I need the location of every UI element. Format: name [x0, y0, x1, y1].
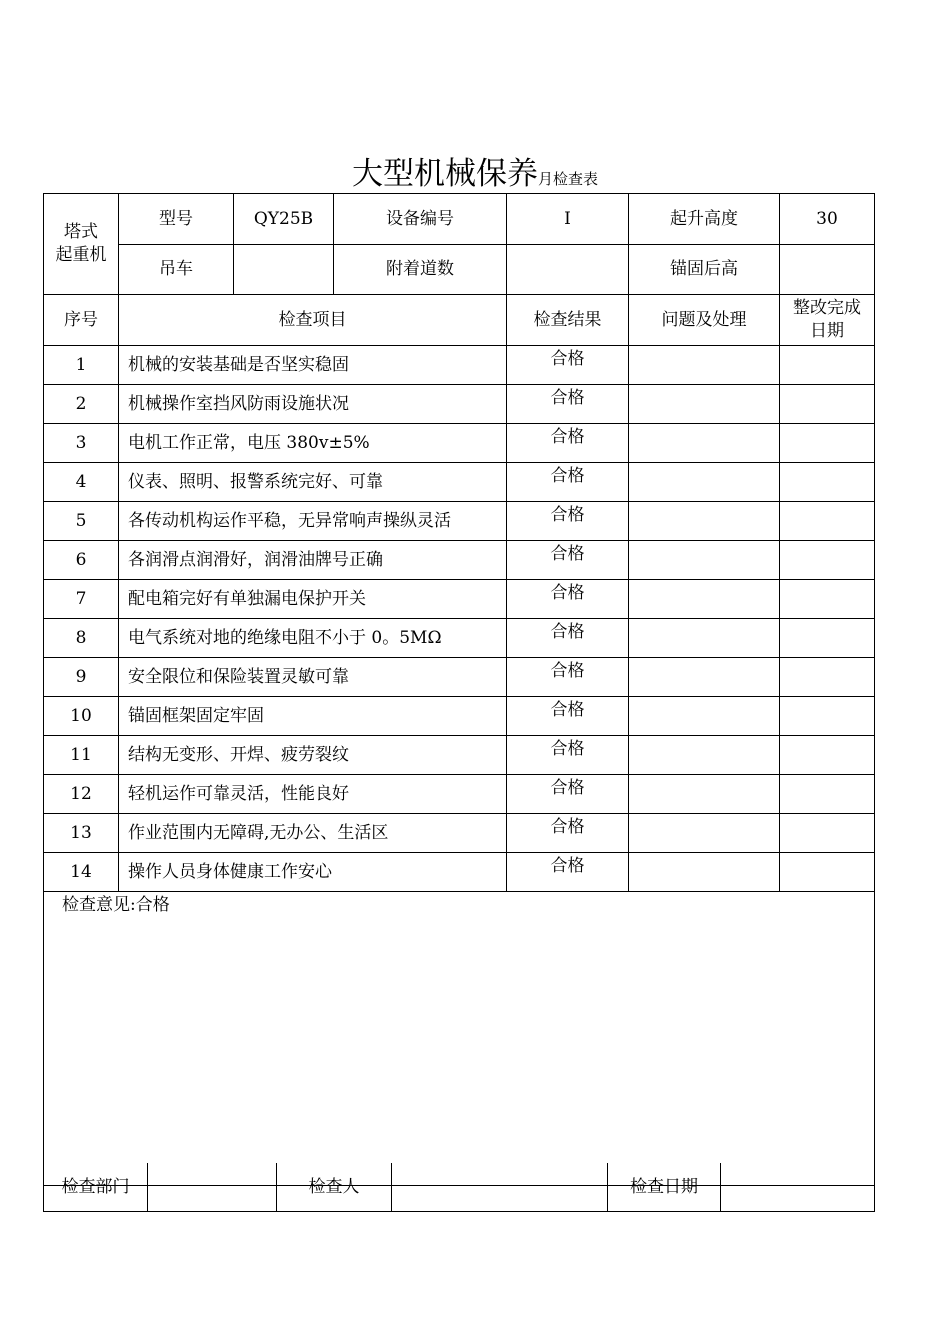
model-label: 型号 [119, 194, 234, 245]
model-value: QY25B [234, 194, 334, 245]
row-result: 合格 [507, 463, 629, 502]
table-row [44, 424, 875, 463]
row-item: 仪表、照明、报警系统完好、可靠 [119, 463, 507, 502]
row-rectify-date [780, 424, 875, 463]
row-rectify-date [780, 658, 875, 697]
row-item: 配电箱完好有单独漏电保护开关 [119, 580, 507, 619]
col-item: 检查项目 [119, 295, 507, 346]
device-no-value: I [507, 194, 629, 245]
row-item: 机械操作室挡风防雨设施状况 [119, 385, 507, 424]
attach-label: 附着道数 [334, 245, 507, 295]
row-no: 3 [44, 424, 119, 463]
row-no: 11 [44, 736, 119, 775]
row-issue [629, 619, 780, 658]
row-rectify-date [780, 853, 875, 892]
row-rectify-date [780, 619, 875, 658]
row-rectify-date [780, 463, 875, 502]
row-result: 合格 [507, 853, 629, 892]
row-item: 各传动机构运作平稳，无异常响声操纵灵活 [119, 502, 507, 541]
table-row [44, 463, 875, 502]
col-issue: 问题及处理 [629, 295, 780, 346]
row-item: 作业范围内无障碍,无办公、生活区 [119, 814, 507, 853]
row-no: 1 [44, 346, 119, 385]
inspector-label: 检查人 [277, 1163, 392, 1212]
row-no: 9 [44, 658, 119, 697]
attach-value [507, 245, 629, 295]
title-sub: 月检查表 [537, 170, 598, 188]
row-no: 7 [44, 580, 119, 619]
col-no: 序号 [44, 295, 119, 346]
row-item: 电气系统对地的绝缘电阻不小于 0。5MΩ [119, 619, 507, 658]
col-result: 检查结果 [507, 295, 629, 346]
row-item: 结构无变形、开焊、疲劳裂纹 [119, 736, 507, 775]
row-result: 合格 [507, 814, 629, 853]
row-no: 6 [44, 541, 119, 580]
row-rectify-date [780, 502, 875, 541]
row-result: 合格 [507, 697, 629, 736]
row-issue [629, 853, 780, 892]
category-cell: 塔式 起重机 [44, 194, 119, 295]
row-issue [629, 541, 780, 580]
row-item: 轻机运作可靠灵活，性能良好 [119, 775, 507, 814]
row-rectify-date [780, 580, 875, 619]
dept-value [148, 1163, 277, 1212]
row-result: 合格 [507, 541, 629, 580]
row-issue [629, 658, 780, 697]
dept-label: 检查部门 [44, 1163, 148, 1212]
table-row [44, 697, 875, 736]
footer-table [43, 1163, 875, 1212]
row-issue [629, 697, 780, 736]
table-row [44, 502, 875, 541]
date-value [721, 1163, 875, 1212]
row-result: 合格 [507, 658, 629, 697]
row-result: 合格 [507, 346, 629, 385]
row-issue [629, 736, 780, 775]
row-issue [629, 424, 780, 463]
row-issue [629, 346, 780, 385]
row-result: 合格 [507, 775, 629, 814]
row-rectify-date [780, 775, 875, 814]
row-no: 14 [44, 853, 119, 892]
row-issue [629, 502, 780, 541]
row-item: 机械的安装基础是否坚实稳固 [119, 346, 507, 385]
row-no: 8 [44, 619, 119, 658]
row-no: 13 [44, 814, 119, 853]
row-item: 操作人员身体健康工作安心 [119, 853, 507, 892]
table-row [44, 619, 875, 658]
row-issue [629, 385, 780, 424]
row-result: 合格 [507, 424, 629, 463]
row-item: 安全限位和保险装置灵敏可靠 [119, 658, 507, 697]
row-rectify-date [780, 346, 875, 385]
row-result: 合格 [507, 385, 629, 424]
row-no: 5 [44, 502, 119, 541]
inspection-table [43, 193, 875, 1186]
row-item: 电机工作正常，电压 380v±5% [119, 424, 507, 463]
col-rectify-date: 整改完成 日期 [780, 295, 875, 346]
row-rectify-date [780, 541, 875, 580]
row-issue [629, 580, 780, 619]
lift-height-label: 起升高度 [629, 194, 780, 245]
row-no: 12 [44, 775, 119, 814]
lift-height-value: 30 [780, 194, 875, 245]
row-item: 各润滑点润滑好，润滑油牌号正确 [119, 541, 507, 580]
form-title [0, 148, 950, 193]
row-no: 2 [44, 385, 119, 424]
table-row [44, 385, 875, 424]
table-row [44, 580, 875, 619]
opinion-cell: 检查意见:合格 [44, 892, 875, 1186]
table-row [44, 814, 875, 853]
row-rectify-date [780, 697, 875, 736]
crane-label: 吊车 [119, 245, 234, 295]
row-issue [629, 814, 780, 853]
table-row [44, 853, 875, 892]
anchor-value [780, 245, 875, 295]
row-no: 4 [44, 463, 119, 502]
row-issue [629, 775, 780, 814]
row-result: 合格 [507, 736, 629, 775]
device-no-label: 设备编号 [334, 194, 507, 245]
row-no: 10 [44, 697, 119, 736]
table-row [44, 346, 875, 385]
table-row [44, 736, 875, 775]
anchor-label: 锚固后高 [629, 245, 780, 295]
table-row [44, 775, 875, 814]
row-item: 锚固框架固定牢固 [119, 697, 507, 736]
row-rectify-date [780, 736, 875, 775]
table-row [44, 658, 875, 697]
table-row [44, 541, 875, 580]
row-rectify-date [780, 385, 875, 424]
crane-value [234, 245, 334, 295]
date-label: 检查日期 [608, 1163, 721, 1212]
row-result: 合格 [507, 580, 629, 619]
row-issue [629, 463, 780, 502]
row-rectify-date [780, 814, 875, 853]
title-main: 大型机械保养 [351, 156, 538, 192]
row-result: 合格 [507, 502, 629, 541]
inspector-value [392, 1163, 608, 1212]
row-result: 合格 [507, 619, 629, 658]
